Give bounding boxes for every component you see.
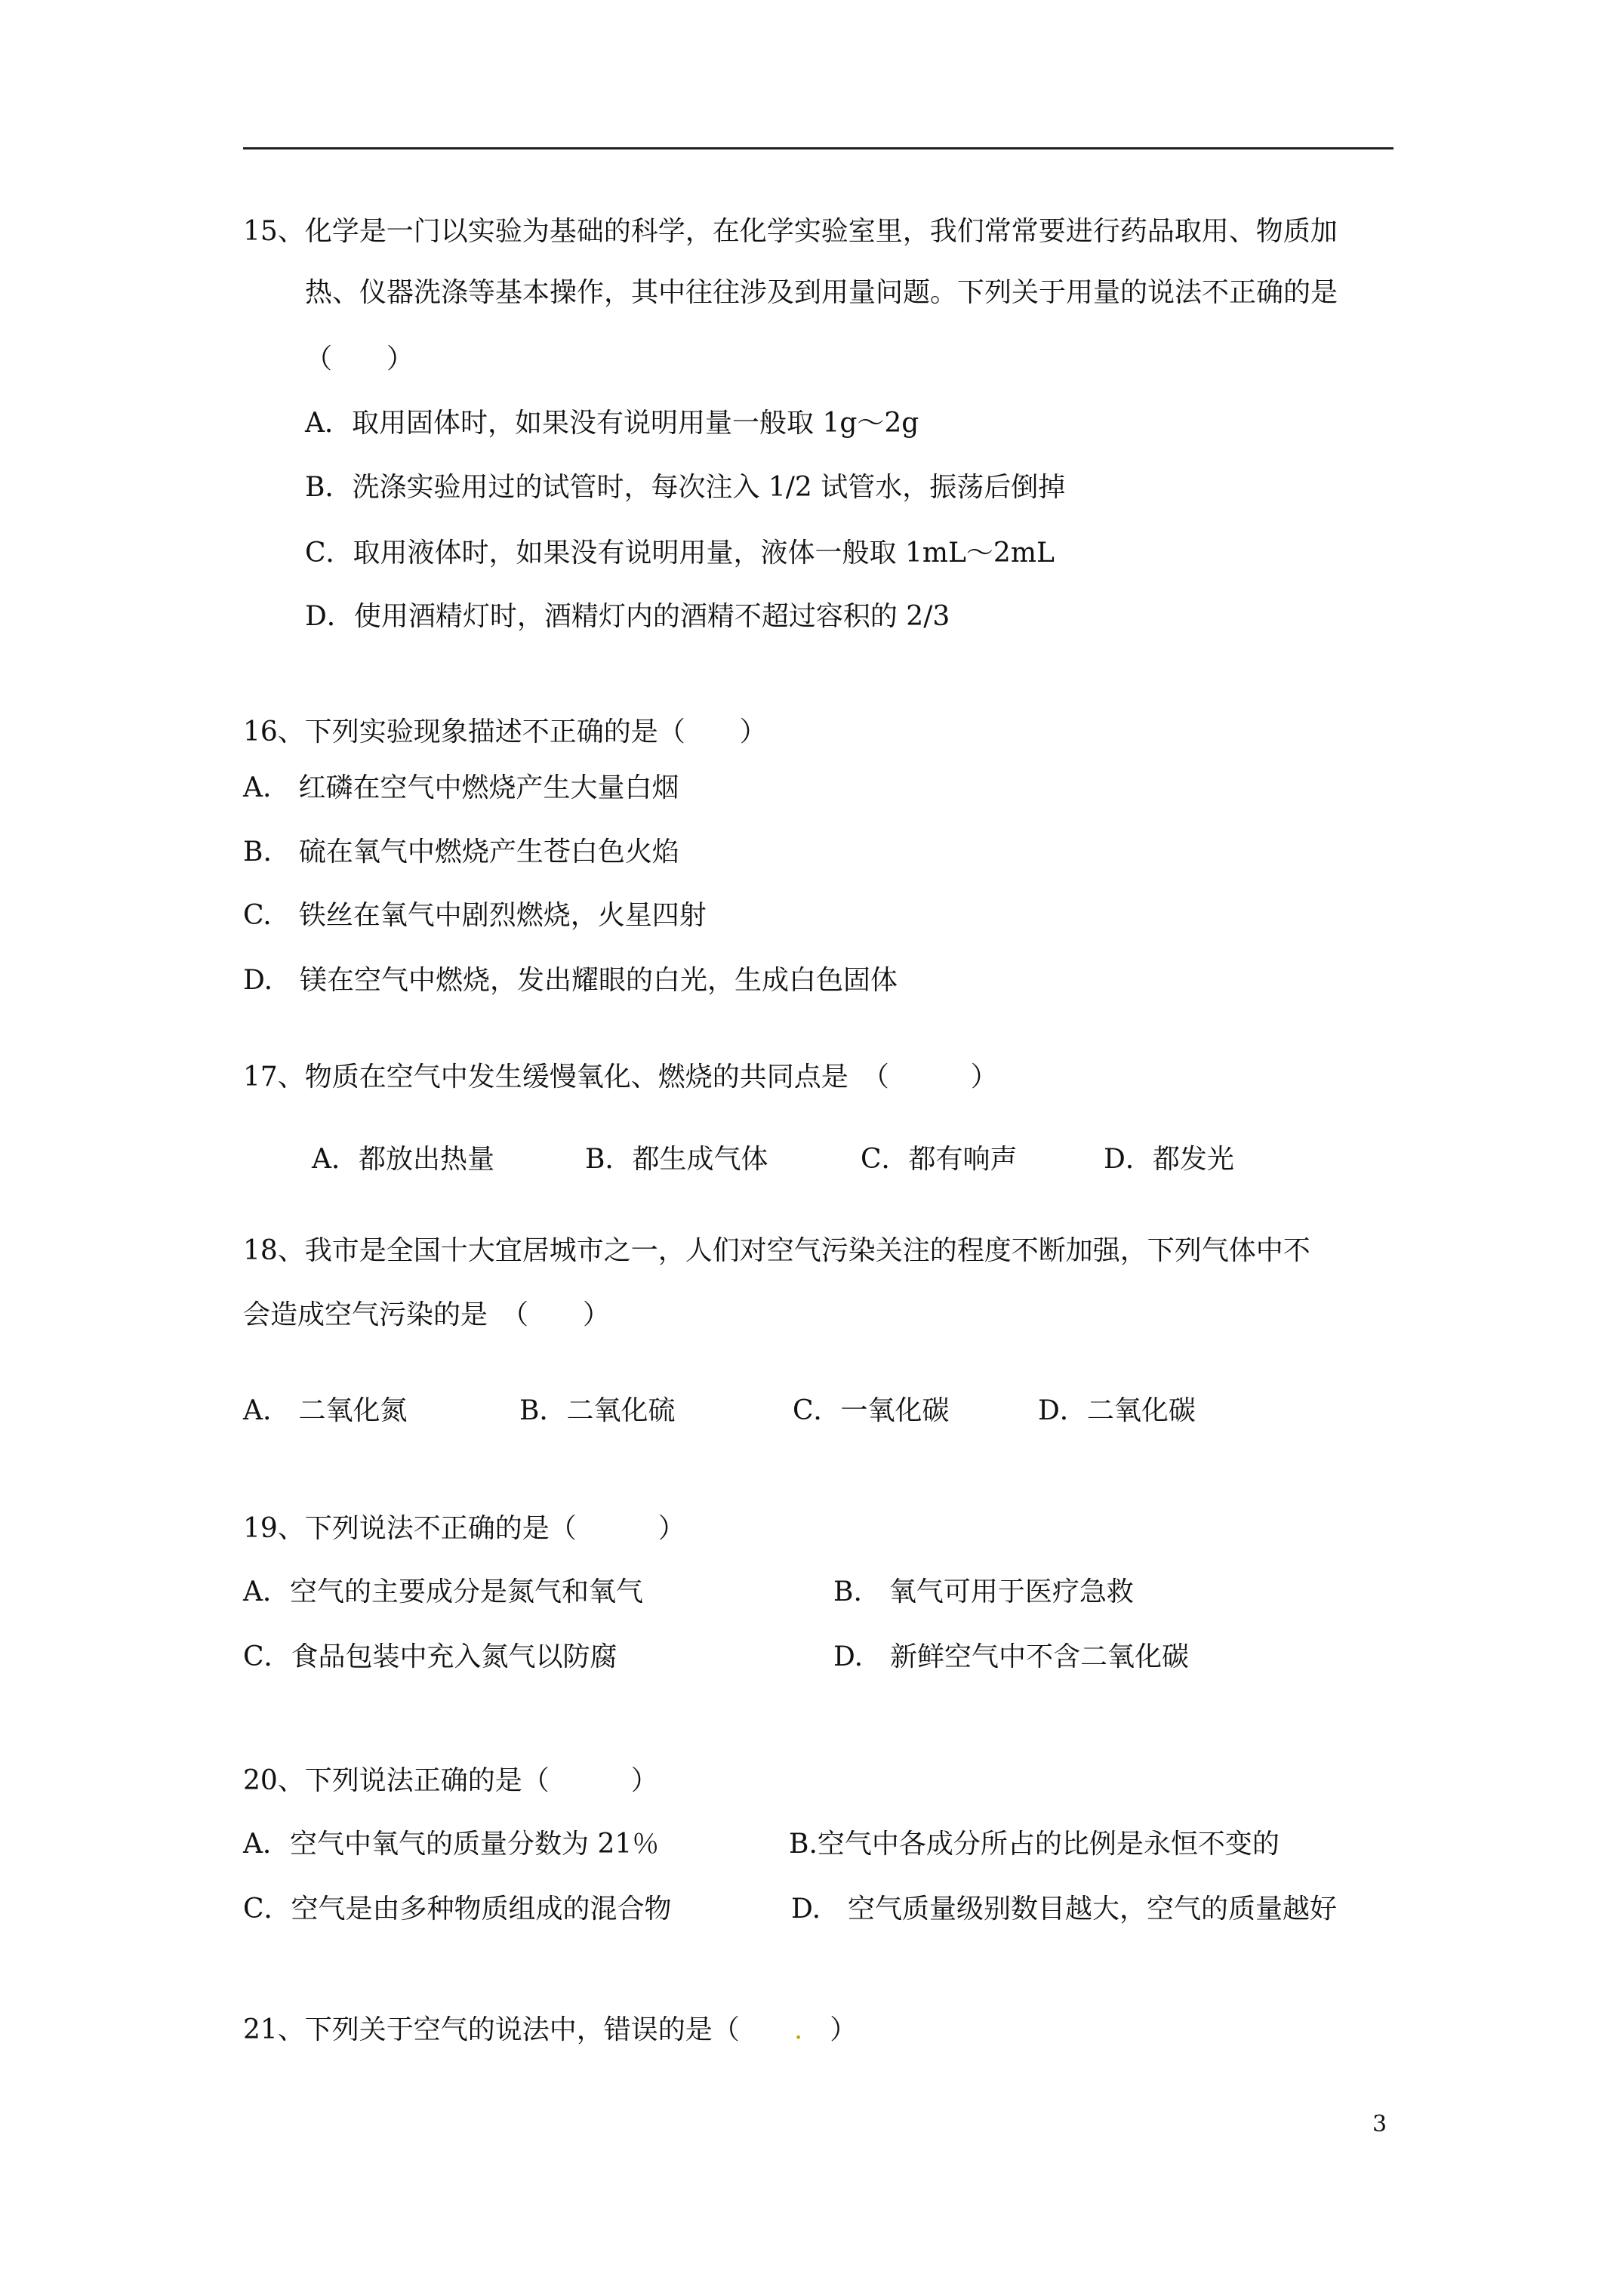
q15-stem-line1: 15、化学是一门以实验为基础的科学，在化学实验室里，我们常常要进行药品取用、物质加 (243, 216, 1338, 247)
q18-option-d: D．二氧化碳 (1038, 1395, 1196, 1426)
header-rule (243, 147, 1394, 149)
q21-stem-mark: . (793, 2014, 803, 2045)
q15-stem-line2: 热、仪器洗涤等基本操作，其中往往涉及到用量问题。下列关于用量的说法不正确的是 (305, 277, 1338, 308)
q17-option-d: D．都发光 (1104, 1144, 1234, 1175)
q16-option-a: A. 红磷在空气中燃烧产生大量白烟 (243, 772, 679, 803)
q20-option-d: D. 空气质量级别数目越大，空气的质量越好 (791, 1894, 1338, 1925)
page-number: 3 (1372, 2111, 1387, 2137)
q17-stem: 17、物质在空气中发生缓慢氧化、燃烧的共同点是 （ ） (243, 1062, 998, 1093)
q21-stem-text: 21、下列关于空气的说法中，错误的是（ (243, 2014, 794, 2045)
q18-option-a: A. 二氧化氮 (243, 1395, 408, 1426)
q20-option-a: A．空气中氧气的质量分数为 21％ (243, 1829, 660, 1860)
q18-stem-line1: 18、我市是全国十大宜居城市之一，人们对空气污染关注的程度不断加强，下列气体中不 (243, 1235, 1310, 1266)
q16-option-b: B. 硫在氧气中燃烧产生苍白色火焰 (243, 837, 679, 868)
q15-option-a: A．取用固体时，如果没有说明用量一般取 1g～2g (305, 408, 919, 439)
q15-option-b: B．洗涤实验用过的试管时，每次注入 1/2 试管水，振荡后倒掉 (305, 472, 1066, 503)
q19-option-c: C．食品包装中充入氮气以防腐 (243, 1641, 617, 1672)
q19-stem: 19、下列说法不正确的是（ ） (243, 1513, 685, 1544)
q16-stem: 16、下列实验现象描述不正确的是（ ） (243, 717, 767, 747)
q19-option-d: D. 新鲜空气中不含二氧化碳 (833, 1641, 1190, 1672)
q15-option-d: D．使用酒精灯时，酒精灯内的酒精不超过容积的 2/3 (305, 601, 950, 632)
q18-option-b: B．二氧化硫 (519, 1395, 676, 1426)
q17-option-c: C．都有响声 (861, 1144, 1018, 1175)
q16-option-d: D. 镁在空气中燃烧，发出耀眼的白光，生成白色固体 (243, 965, 898, 996)
q21-stem (243, 2012, 857, 2048)
q16-option-c: C. 铁丝在氧气中剧烈燃烧，火星四射 (243, 900, 707, 931)
q20-option-c: C．空气是由多种物质组成的混合物 (243, 1894, 672, 1925)
q17-option-b: B．都生成气体 (585, 1144, 768, 1175)
q21-stem-close: ） (802, 2014, 858, 2045)
q15-stem-line3: （ ） (305, 344, 414, 374)
q19-option-b: B. 氧气可用于医疗急救 (833, 1576, 1134, 1607)
q20-option-b: B.空气中各成分所占的比例是永恒不变的 (789, 1829, 1280, 1860)
q20-stem: 20、下列说法正确的是（ ） (243, 1765, 658, 1796)
q17-option-a: A．都放出热量 (312, 1144, 494, 1175)
q18-stem-line2: 会造成空气污染的是 （ ） (243, 1299, 611, 1330)
q15-option-c: C．取用液体时，如果没有说明用量，液体一般取 1mL～2mL (305, 538, 1055, 569)
q18-option-c: C．一氧化碳 (793, 1395, 950, 1426)
q19-option-a: A．空气的主要成分是氮气和氧气 (243, 1576, 643, 1607)
